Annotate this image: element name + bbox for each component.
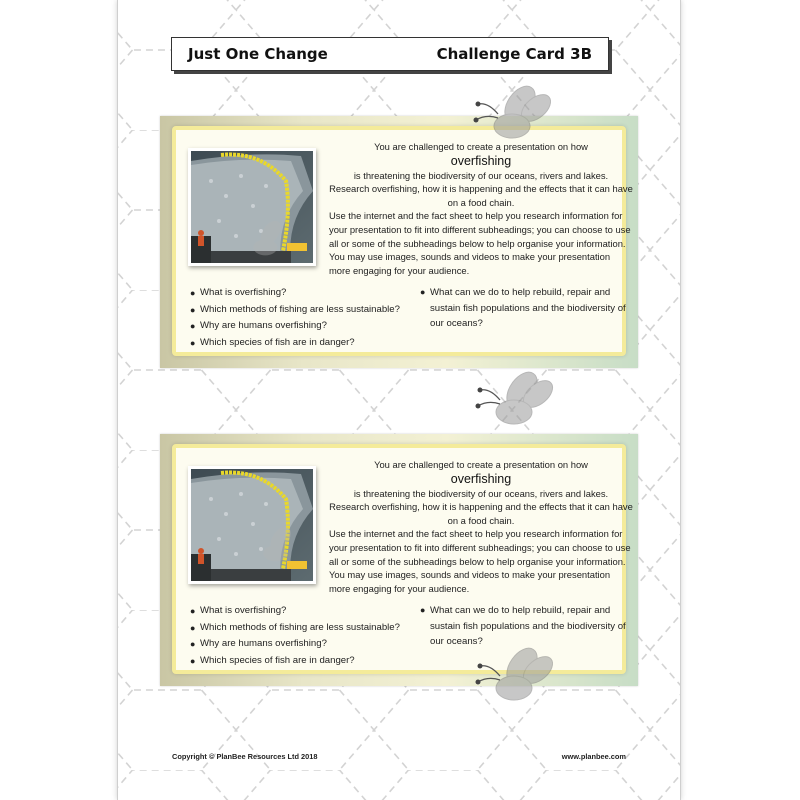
bee-icon xyxy=(470,370,560,432)
subheadings-right xyxy=(420,285,635,332)
instructions-paragraph: Use the internet and the fact sheet to help you research information for your presentation to fit into different subheadings; you can choose to use all or some of the subheadings below to help organise your information. You may use images, sounds and videos to make your presentation more engaging for your audience. xyxy=(329,528,631,594)
copyright-notice: Copyright © PlanBee Resources Ltd 2018 xyxy=(172,752,318,761)
list-item xyxy=(190,335,410,352)
worksheet-page xyxy=(118,0,680,800)
subheadings-right xyxy=(420,603,635,650)
header-bar xyxy=(171,37,609,71)
bullet-icon: ● xyxy=(420,287,426,297)
website-link[interactable]: www.planbee.com xyxy=(561,752,626,761)
bullet-icon: ● xyxy=(420,605,426,615)
bullet-icon: ● xyxy=(190,321,196,331)
bee-icon xyxy=(236,218,296,262)
bullet-text: Why are humans overfishing? xyxy=(200,638,327,649)
bullet-text: What is overfishing? xyxy=(200,605,287,616)
challenge-card-2 xyxy=(160,434,638,686)
challenge-description xyxy=(329,458,633,595)
bullet-icon: ● xyxy=(190,655,196,666)
list-item xyxy=(420,603,635,650)
list-item xyxy=(190,636,410,653)
bullet-text: Which methods of fishing are less sustainable? xyxy=(200,621,400,633)
challenge-card-1 xyxy=(160,116,638,368)
bullet-text: Which methods of fishing are less sustainable? xyxy=(200,303,400,315)
subheadings-left xyxy=(190,285,410,351)
threat-text: is threatening the biodiversity of our oceans, rivers and lakes. xyxy=(353,487,609,499)
bee-icon xyxy=(468,84,558,146)
bullet-text: Why are humans overfishing? xyxy=(200,320,327,331)
bullet-text: What can we do to help rebuild, repair and sustain fish populations and the biodiversity of our oceans? xyxy=(430,287,626,329)
bullet-text: What is overfishing? xyxy=(200,287,287,298)
research-text: Research overfishing, how it is happening and the effects that it can have on a food chain. xyxy=(329,183,633,208)
worksheet-title: Just One Change xyxy=(188,45,328,63)
bullet-text: What can we do to help rebuild, repair and sustain fish populations and the biodiversity of our oceans? xyxy=(430,605,626,647)
bullet-icon: ● xyxy=(190,606,196,616)
threat-text: is threatening the biodiversity of our oceans, rivers and lakes. xyxy=(353,169,609,181)
bullet-icon: ● xyxy=(190,622,196,633)
list-item xyxy=(190,620,410,637)
bee-icon xyxy=(470,646,560,708)
list-item xyxy=(190,318,410,335)
research-text: Research overfishing, how it is happening and the effects that it can have on a food chain. xyxy=(329,501,633,526)
intro-text: You are challenged to create a presentation on how xyxy=(374,141,588,152)
list-item xyxy=(190,285,410,302)
list-item xyxy=(190,603,410,620)
bullet-icon: ● xyxy=(190,337,196,348)
intro-text: You are challenged to create a presentation on how xyxy=(374,459,588,470)
bee-icon xyxy=(246,524,306,568)
topic-keyword: overfishing xyxy=(450,153,512,168)
challenge-card-label: Challenge Card 3B xyxy=(436,45,592,63)
list-item xyxy=(420,285,635,332)
list-item xyxy=(190,653,410,670)
bullet-text: Which species of fish are in danger? xyxy=(200,654,355,666)
list-item xyxy=(190,302,410,319)
subheadings-left xyxy=(190,603,410,669)
instructions-paragraph: Use the internet and the fact sheet to help you research information for your presentation to fit into different subheadings; you can choose to use all or some of the subheadings below to help organise your information. You may use images, sounds and videos to make your presentation more engaging for your audience. xyxy=(329,210,631,276)
bullet-text: Which species of fish are in danger? xyxy=(200,336,355,348)
bullet-icon: ● xyxy=(190,639,196,649)
topic-keyword: overfishing xyxy=(450,471,512,486)
bullet-icon: ● xyxy=(190,304,196,315)
bullet-icon: ● xyxy=(190,288,196,298)
challenge-description xyxy=(329,140,633,277)
card-inner xyxy=(172,444,633,674)
